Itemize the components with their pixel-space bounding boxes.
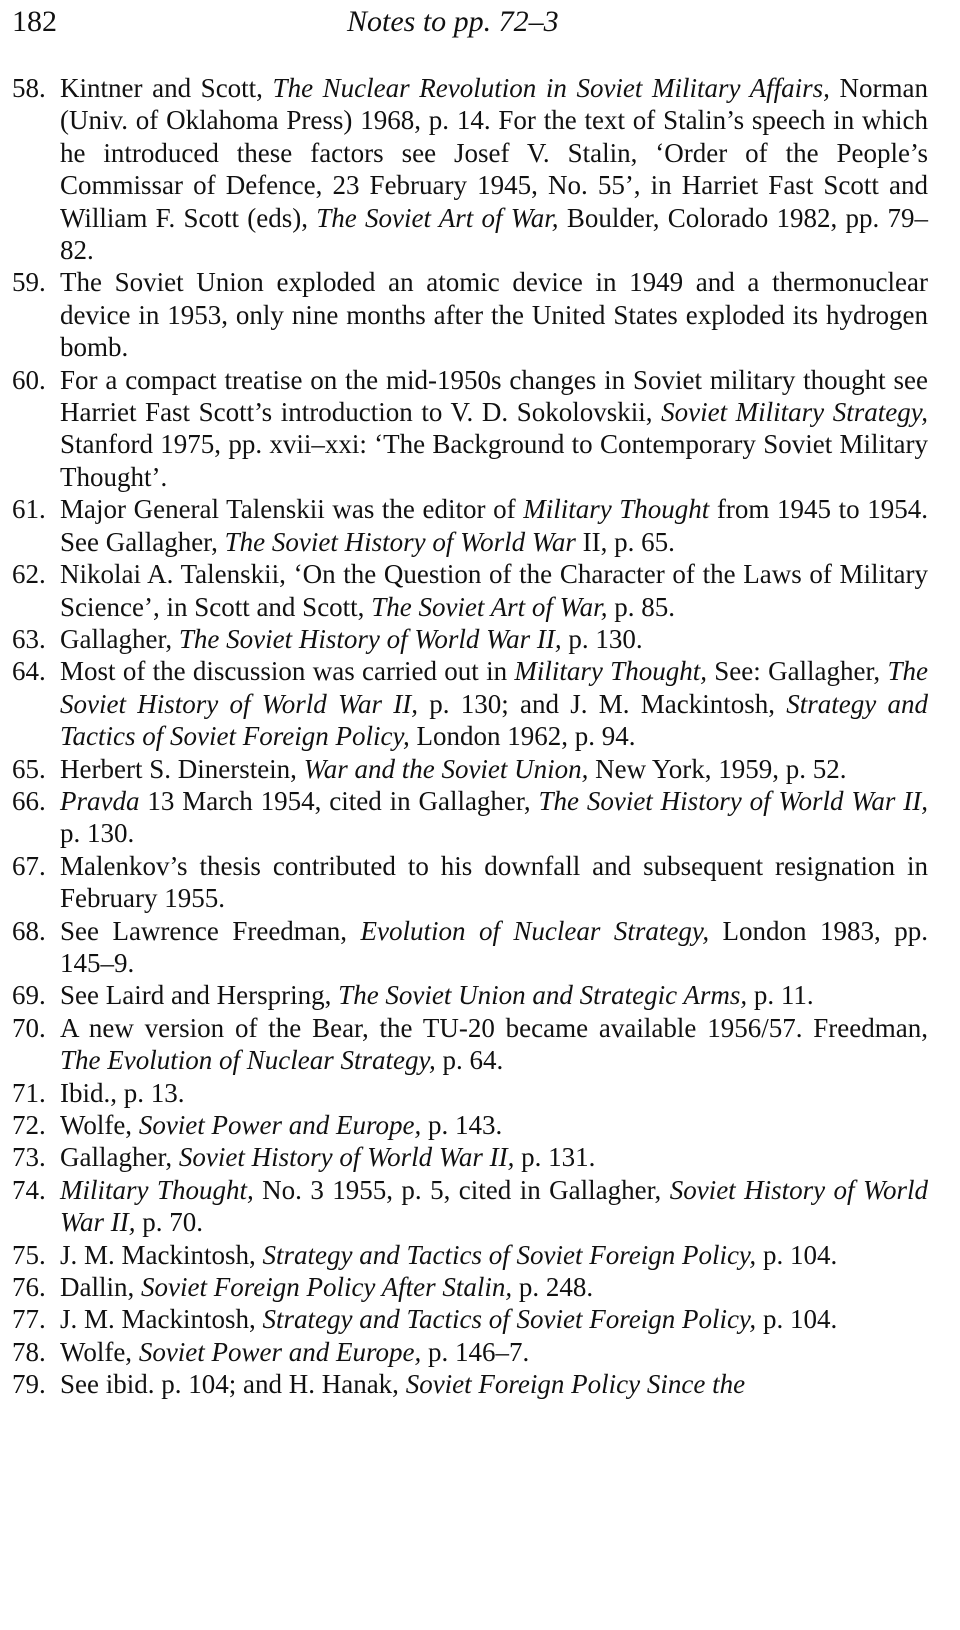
text-segment: Wolfe, — [60, 1336, 139, 1367]
text-segment: Dallin, — [60, 1272, 141, 1303]
text-segment: 13 March 1954, cited in Gallagher, — [139, 785, 539, 816]
running-head: Notes to pp. 72–3 — [347, 5, 559, 38]
endnote-number: 79. — [12, 1369, 46, 1400]
endnote — [12, 1368, 928, 1400]
endnote-text — [60, 656, 928, 751]
text-segment: p. 131. — [514, 1142, 596, 1173]
endnote — [12, 1336, 928, 1368]
endnote-number: 69. — [12, 980, 46, 1011]
endnote-number: 73. — [12, 1142, 46, 1173]
text-segment: Wolfe, — [60, 1110, 139, 1140]
endnote-text — [60, 1240, 837, 1270]
text-segment: J. M. Mackintosh, — [60, 1304, 263, 1335]
endnote-text — [60, 624, 643, 654]
endnote-text — [60, 754, 846, 784]
italic-title: The Soviet Union and Strategic Arms, — [338, 980, 748, 1011]
text-segment: p. 11. — [747, 980, 814, 1011]
text-segment: p. 130. — [561, 623, 643, 654]
italic-title: Soviet Power and Europe, — [138, 1336, 422, 1367]
endnote-text — [60, 1337, 529, 1367]
endnote-number: 76. — [12, 1272, 46, 1303]
endnote-number: 62. — [12, 559, 46, 590]
endnote-text — [60, 786, 928, 848]
endnote-text — [60, 1013, 928, 1075]
endnote — [12, 1271, 928, 1303]
endnote-text — [60, 1304, 837, 1334]
text-segment: Ibid., p. 13. — [60, 1077, 185, 1108]
text-segment: Kintner and Scott, — [60, 73, 273, 103]
text-segment: Most of the discussion was carried out in — [60, 656, 515, 687]
text-segment: See Laird and Herspring, — [60, 980, 339, 1011]
endnote-text — [60, 980, 814, 1010]
text-segment: Major General Talenskii was the editor of — [60, 494, 524, 525]
text-segment: Malenkov’s thesis contributed to his downfall and subsequent resignation in February 1955. — [60, 850, 928, 914]
endnote-number: 65. — [12, 753, 46, 784]
italic-title: Military Thought, — [514, 656, 707, 687]
endnote-text — [60, 1272, 593, 1302]
endnote — [12, 1077, 928, 1109]
endnote-number: 58. — [12, 73, 46, 103]
italic-title: Soviet Military Strategy, — [661, 397, 928, 428]
page-header — [12, 2, 940, 42]
endnote-text — [60, 73, 928, 265]
text-segment: p. 143. — [421, 1110, 503, 1140]
italic-title: The Soviet History of World War II, — [538, 785, 928, 816]
endnote-text — [60, 916, 928, 978]
italic-title: Military Thought, — [60, 1174, 254, 1205]
text-segment: p. 146–7. — [421, 1336, 530, 1367]
endnote — [12, 623, 928, 655]
endnote — [12, 753, 928, 785]
endnote-text — [60, 1078, 185, 1108]
italic-title: The Soviet Art of War, — [371, 591, 608, 622]
endnote — [12, 72, 928, 266]
endnote-number: 63. — [12, 623, 46, 654]
italic-title: Soviet Foreign Policy After Stalin, — [141, 1272, 513, 1303]
endnotes-list — [12, 72, 928, 1401]
endnote — [12, 364, 928, 494]
endnote-number: 59. — [12, 267, 46, 298]
text-segment: No. 3 1955, p. 5, cited in Gallagher, — [253, 1174, 670, 1205]
endnote — [12, 1012, 928, 1077]
endnote — [12, 850, 928, 915]
endnote — [12, 915, 928, 980]
text-segment: London 1962, p. 94. — [409, 721, 636, 752]
italic-title: The Soviet History of World War — [224, 526, 576, 557]
text-segment: Gallagher, — [60, 623, 179, 654]
endnote-number: 64. — [12, 656, 46, 687]
endnote — [12, 266, 928, 363]
text-segment: p. 104. — [756, 1239, 838, 1270]
text-segment: A new version of the Bear, the TU-20 became available 1956/57. Freedman, — [60, 1012, 928, 1043]
text-segment: p. 85. — [607, 591, 675, 622]
italic-title: Soviet Foreign Policy Since the — [405, 1369, 746, 1400]
endnote — [12, 1141, 928, 1173]
italic-title: Strategy and Tactics of Soviet Foreign Policy, — [262, 1304, 757, 1335]
text-segment: Boulder, Colorado 1982, pp. 79–82. — [60, 202, 928, 266]
text-segment: p. 130. — [60, 818, 135, 849]
endnote-text — [60, 1142, 595, 1172]
italic-title: Strategy and Tactics of Soviet Foreign Policy, — [60, 688, 928, 752]
text-segment: Herbert S. Dinerstein, — [60, 753, 304, 784]
endnote-number: 75. — [12, 1239, 46, 1270]
endnote — [12, 1109, 928, 1141]
endnote-number: 61. — [12, 494, 46, 525]
text-segment: p. 70. — [135, 1207, 204, 1238]
italic-title: Evolution of Nuclear Strategy, — [360, 915, 710, 946]
italic-title: Pravda — [60, 785, 140, 816]
italic-title: Soviet History of World War II, — [60, 1174, 928, 1238]
italic-title: The Soviet History of World War II, — [178, 623, 562, 654]
italic-title: Soviet Power and Europe, — [138, 1110, 422, 1140]
text-segment: See ibid. p. 104; and H. Hanak, — [60, 1369, 406, 1400]
text-segment: See Lawrence Freedman, — [60, 915, 361, 946]
endnote-text — [60, 494, 928, 556]
endnote — [12, 1239, 928, 1271]
endnote-number: 66. — [12, 785, 46, 816]
text-segment: J. M. Mackintosh, — [60, 1239, 263, 1270]
italic-title: Soviet History of World War II, — [178, 1142, 515, 1173]
text-segment: II, p. 65. — [575, 526, 675, 557]
endnote-number: 77. — [12, 1304, 46, 1335]
text-segment: The Soviet Union exploded an atomic device in 1949 and a thermonuclear device in 1953, only nine months after the United States exploded its hydrogen bomb. — [60, 267, 928, 363]
endnote-text — [60, 365, 928, 492]
endnote — [12, 493, 928, 558]
text-segment: New York, 1959, p. 52. — [588, 753, 847, 784]
italic-title: The Evolution of Nuclear Strategy, — [60, 1045, 436, 1076]
italic-title: Military Thought — [523, 494, 710, 525]
endnote-text — [60, 1175, 928, 1237]
endnote — [12, 655, 928, 752]
text-segment: Norman (Univ. of Oklahoma Press) 1968, p. 14. For the text of Stalin’s speech in which he introduced these factors see Josef V. Stalin, ‘Order of the People’s Commissar of Defence, 23 February 1945, No. 55’, in Harriet Fast Scott and William F. Scott (eds), — [60, 73, 928, 233]
text-segment: London 1983, pp. 145–9. — [60, 915, 928, 978]
endnote-number: 72. — [12, 1110, 46, 1140]
endnote-number: 71. — [12, 1077, 46, 1108]
italic-title: The Soviet History of World War II, — [60, 656, 928, 719]
text-segment: p. 64. — [435, 1045, 504, 1076]
endnote-number: 70. — [12, 1012, 46, 1043]
endnote-text — [60, 851, 928, 913]
endnote-number: 68. — [12, 915, 46, 946]
text-segment: from 1945 to 1954. See Gallagher, — [60, 494, 928, 557]
endnote-text — [60, 267, 928, 362]
text-segment: For a compact treatise on the mid-1950s changes in Soviet military thought see Harriet Fast Scott’s introduction to V. D. Sokolovskii, — [60, 364, 928, 428]
endnote — [12, 979, 928, 1011]
text-segment: Stanford 1975, pp. xvii–xxi: ‘The Background to Contemporary Soviet Military Thought’. — [60, 429, 928, 492]
italic-title: The Nuclear Revolution in Soviet Military Affairs, — [272, 73, 830, 103]
text-segment: See: Gallagher, — [706, 656, 888, 687]
text-segment: p. 248. — [512, 1272, 594, 1303]
text-segment: p. 104. — [756, 1304, 838, 1335]
endnote — [12, 1303, 928, 1335]
endnote — [12, 785, 928, 850]
endnote-text — [60, 1110, 502, 1140]
text-segment: Gallagher, — [60, 1142, 179, 1173]
italic-title: Strategy and Tactics of Soviet Foreign Policy, — [262, 1239, 757, 1270]
text-segment: Nikolai A. Talenskii, ‘On the Question of the Character of the Laws of Military Science’, in Scott and Scott, — [60, 559, 928, 622]
endnote-text — [60, 1369, 745, 1399]
endnote — [12, 558, 928, 623]
italic-title: War and the Soviet Union, — [303, 753, 589, 784]
endnote-number: 67. — [12, 850, 46, 881]
italic-title: The Soviet Art of War, — [316, 202, 559, 233]
endnote-number: 60. — [12, 364, 46, 395]
endnote — [12, 1174, 928, 1239]
endnote-text — [60, 559, 928, 621]
page-number: 182 — [12, 5, 57, 38]
endnote-number: 74. — [12, 1174, 46, 1205]
endnote-number: 78. — [12, 1336, 46, 1367]
text-segment: p. 130; and J. M. Mackintosh, — [418, 688, 787, 719]
